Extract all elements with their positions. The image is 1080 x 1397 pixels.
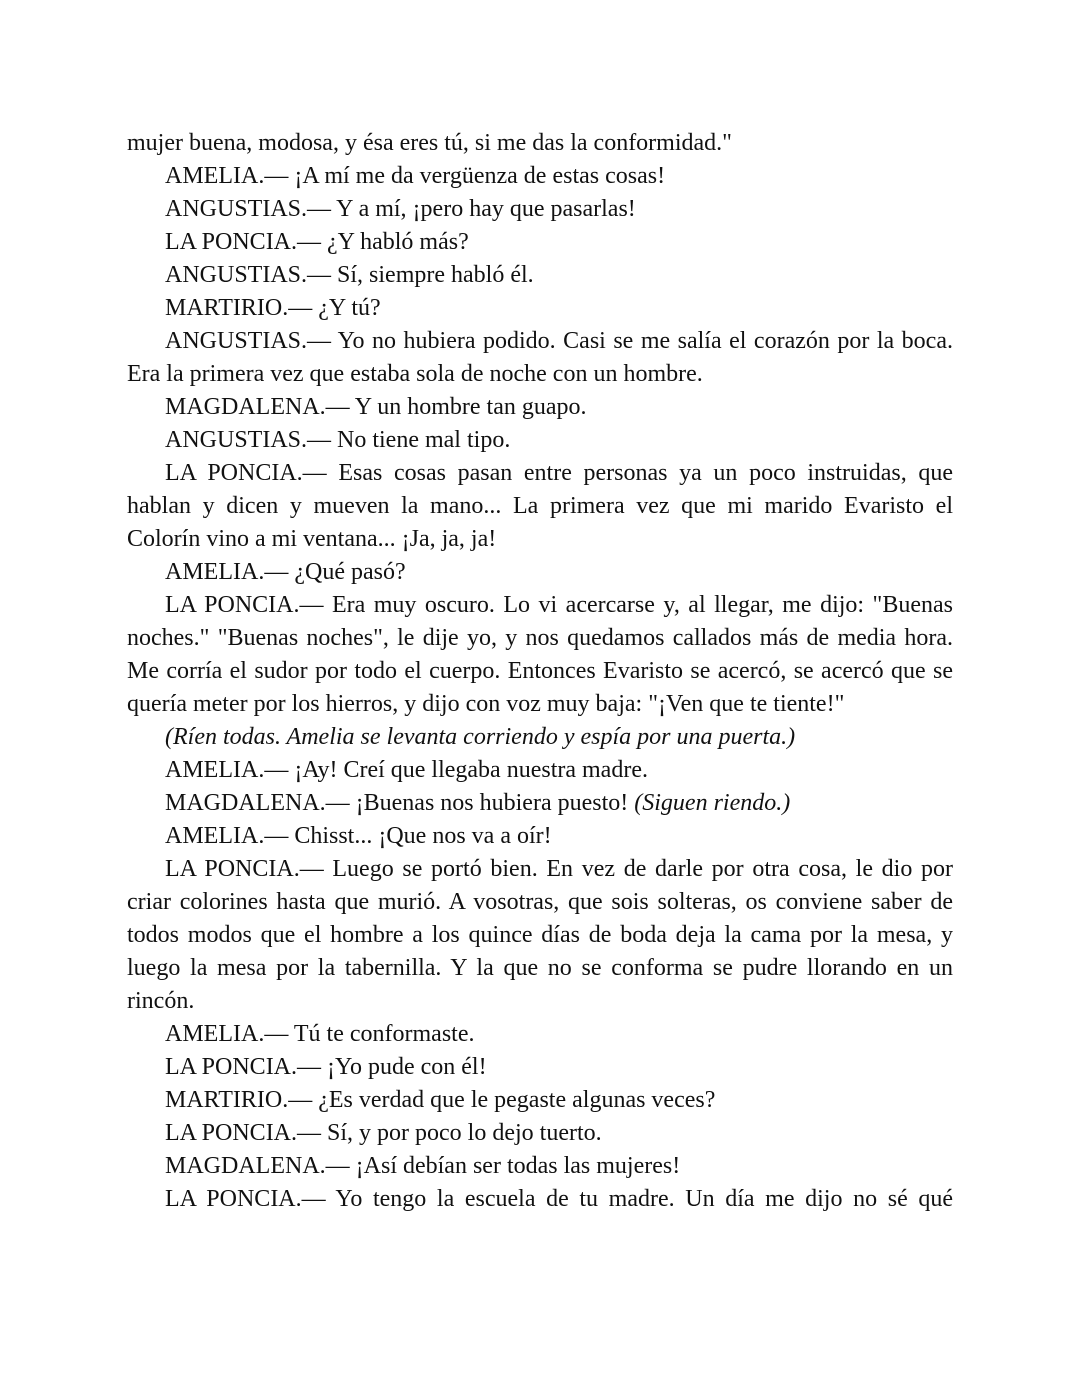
dialogue-line <box>127 1051 953 1084</box>
dialogue-text: ¿Es verdad que le pegaste algunas veces? <box>312 1087 716 1113</box>
speaker-name: ANGUSTIAS.— <box>165 262 332 288</box>
dialogue-line <box>127 1150 953 1183</box>
dialogue-line <box>127 325 953 391</box>
dialogue-text: Y un hombre tan guapo. <box>349 394 587 420</box>
dialogue-text: Y a mí, ¡pero hay que pasarlas! <box>331 196 636 222</box>
dialogue-text: Era muy oscuro. Lo vi acercarse y, al llegar, me dijo: "Buenas noches." "Buenas noches", le dije yo, y nos quedamos callados más de media hora. Me corría el sudor por todo el cuerpo. Entonces Evaristo se acercó, se acercó que se quería meter por los hierros, y dijo con voz muy baja: "¡Ven que te tiente!" <box>127 592 953 717</box>
speaker-name: AMELIA.— <box>165 823 289 849</box>
dialogue-text: Sí, siempre habló él. <box>331 262 534 288</box>
stage-direction <box>127 721 953 754</box>
dialogue-text: Sí, y por poco lo dejo tuerto. <box>321 1120 602 1146</box>
speaker-name: AMELIA.— <box>165 1021 289 1047</box>
dialogue-text: ¿Qué pasó? <box>288 559 406 585</box>
stage-direction-text: (Siguen riendo.) <box>634 790 791 816</box>
dialogue-line <box>127 1117 953 1150</box>
speaker-name: MAGDALENA.— <box>165 394 350 420</box>
dialogue-line <box>127 1018 953 1051</box>
dialogue-line <box>127 1084 953 1117</box>
dialogue-line <box>127 1183 953 1216</box>
dialogue-text: ¡Buenas nos hubiera puesto! <box>349 790 635 816</box>
stage-direction-text: (Ríen todas. Amelia se levanta corriendo y espía por una puerta.) <box>165 724 796 750</box>
dialogue-line <box>127 259 953 292</box>
dialogue-line <box>127 160 953 193</box>
dialogue-text: ¡Ay! Creí que llegaba nuestra madre. <box>288 757 648 783</box>
dialogue-text: Esas cosas pasan entre personas ya un poco instruidas, que hablan y dicen y mueven la mano... La primera vez que mi marido Evaristo el Colorín vino a mi ventana... ¡Ja, ja, ja! <box>127 460 953 552</box>
dialogue-line <box>127 424 953 457</box>
speaker-name: LA PONCIA.— <box>165 1054 322 1080</box>
speaker-name: MAGDALENA.— <box>165 790 350 816</box>
dialogue-text: Luego se portó bien. En vez de darle por otra cosa, le dio por criar colorines hasta que murió. A vosotras, que sois solteras, os conviene saber de todos modos que el hombre a los quince días de boda deja la cama por la mesa, y luego la mesa por la tabernilla. Y la que no se conforma se pudre llorando en un rincón. <box>127 856 954 1014</box>
dialogue-line <box>127 853 953 1018</box>
speaker-name: MARTIRIO.— <box>165 1087 313 1113</box>
speaker-name: LA PONCIA.— <box>165 1120 322 1146</box>
speaker-name: ANGUSTIAS.— <box>165 427 332 453</box>
dialogue-line <box>127 589 953 721</box>
dialogue-text: mujer buena, modosa, y ésa eres tú, si me das la conformidad." <box>127 130 732 156</box>
dialogue-line <box>127 391 953 424</box>
speaker-name: ANGUSTIAS.— <box>165 328 332 354</box>
speaker-name: LA PONCIA.— <box>165 856 324 882</box>
dialogue-text: ¿Y tú? <box>312 295 381 321</box>
dialogue-text: ¡A mí me da vergüenza de estas cosas! <box>288 163 666 189</box>
speaker-name: LA PONCIA.— <box>165 460 327 486</box>
dialogue-line <box>127 457 953 556</box>
speaker-name: LA PONCIA.— <box>165 229 322 255</box>
dialogue-line <box>127 787 953 820</box>
dialogue-text: Chisst... ¡Que nos va a oír! <box>288 823 552 849</box>
dialogue-line <box>127 193 953 226</box>
dialogue-line <box>127 754 953 787</box>
speaker-name: AMELIA.— <box>165 559 289 585</box>
speaker-name: AMELIA.— <box>165 163 289 189</box>
dialogue-text: No tiene mal tipo. <box>331 427 511 453</box>
speaker-name: LA PONCIA.— <box>165 592 324 618</box>
speaker-name: ANGUSTIAS.— <box>165 196 332 222</box>
dialogue-text: ¡Yo pude con él! <box>321 1054 487 1080</box>
dialogue-text: Tú te conformaste. <box>288 1021 475 1047</box>
dialogue-text: ¡Así debían ser todas las mujeres! <box>349 1153 681 1179</box>
speaker-name: AMELIA.— <box>165 757 289 783</box>
dialogue-line <box>127 226 953 259</box>
speaker-name: MARTIRIO.— <box>165 295 313 321</box>
document-page <box>127 127 953 1216</box>
dialogue-text: Yo no hubiera podido. Casi se me salía el corazón por la boca. Era la primera vez que estaba sola de noche con un hombre. <box>127 328 953 387</box>
dialogue-line <box>127 292 953 325</box>
text-paragraph <box>127 127 953 160</box>
dialogue-line <box>127 820 953 853</box>
dialogue-text: Yo tengo la escuela de tu madre. Un día me dijo no sé qué <box>325 1186 953 1212</box>
speaker-name: LA PONCIA.— <box>165 1186 326 1212</box>
speaker-name: MAGDALENA.— <box>165 1153 350 1179</box>
dialogue-line <box>127 556 953 589</box>
dialogue-text: ¿Y habló más? <box>321 229 469 255</box>
